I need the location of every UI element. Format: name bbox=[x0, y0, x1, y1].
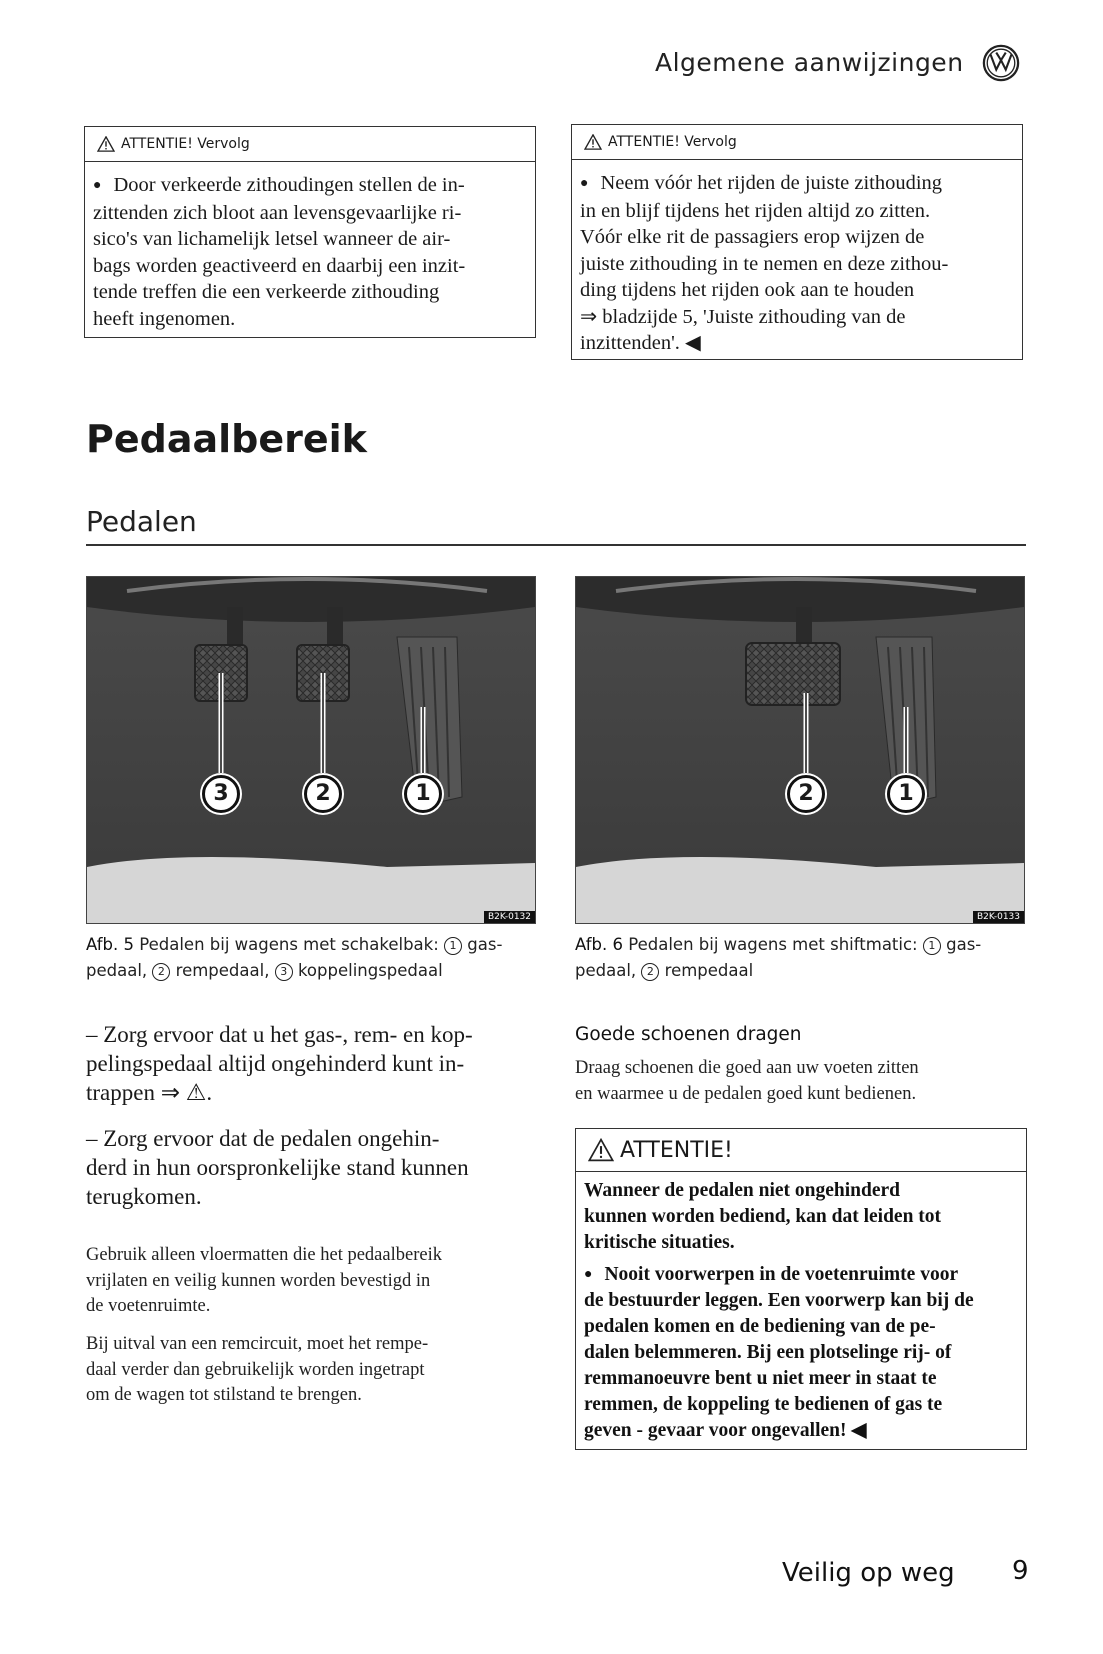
text-line: Draag schoenen die goed aan uw voeten zitten bbox=[575, 1058, 919, 1078]
circled-number: 1 bbox=[923, 937, 941, 955]
text-line: – Zorg ervoor dat u het gas-, rem- en kop- bbox=[86, 1022, 473, 1047]
pedals-photo-shiftmatic bbox=[575, 576, 1025, 924]
text-line: kritische situaties. bbox=[584, 1232, 735, 1253]
warning-body bbox=[85, 162, 535, 340]
warning-box-continued-left bbox=[84, 126, 536, 338]
bullet-icon: ● bbox=[580, 176, 589, 191]
text-line: juiste zithouding in te nemen en deze zithou- bbox=[580, 252, 949, 275]
text-line: tende treffen die een verkeerde zithouding bbox=[93, 281, 440, 303]
subsection-title: Pedalen bbox=[86, 505, 197, 538]
text-line: de voetenruimte. bbox=[86, 1296, 211, 1316]
note-paragraph bbox=[86, 1243, 536, 1320]
text-line: om de wagen tot stilstand te brengen. bbox=[86, 1385, 362, 1405]
callout-number: 2 bbox=[304, 775, 342, 813]
instruction-step bbox=[86, 1020, 536, 1107]
caption-label: Afb. 5 bbox=[86, 935, 134, 954]
warning-triangle-icon bbox=[584, 134, 602, 150]
bullet-icon: ● bbox=[584, 1267, 593, 1282]
section-title: Pedaalbereik bbox=[86, 417, 367, 461]
warning-heading-text: ATTENTIE! Vervolg bbox=[608, 134, 737, 150]
footer-section-title: Veilig op weg bbox=[782, 1558, 955, 1588]
figure-caption bbox=[86, 932, 536, 984]
warning-triangle-icon bbox=[97, 136, 115, 152]
text-line: pelingspedaal altijd ongehinderd kunt in- bbox=[86, 1051, 465, 1076]
text-line: zittenden zich bloot aan levensgevaarlijke ri- bbox=[93, 201, 462, 224]
caption-text: Pedalen bij wagens met schakelbak: bbox=[139, 935, 439, 954]
text-line: – Zorg ervoor dat de pedalen ongehin- bbox=[86, 1126, 440, 1151]
text-line: Bij uitval van een remcircuit, moet het rempe- bbox=[86, 1334, 429, 1354]
figure-code: B2K-0132 bbox=[484, 911, 535, 923]
page-number: 9 bbox=[1012, 1556, 1029, 1586]
figure-code: B2K-0133 bbox=[973, 911, 1024, 923]
circled-number: 3 bbox=[275, 963, 293, 981]
text-line: remmen, de koppeling te bedienen of gas te bbox=[584, 1394, 943, 1415]
page-header-title: Algemene aanwijzingen bbox=[655, 48, 964, 77]
circled-number: 2 bbox=[641, 963, 659, 981]
warning-heading-text: ATTENTIE! Vervolg bbox=[121, 136, 250, 152]
warning-body bbox=[576, 1172, 1026, 1444]
text-line: Vóór elke rit de passagiers erop wijzen de bbox=[580, 226, 925, 248]
text-line: geven - gevaar voor ongevallen! ◀ bbox=[584, 1420, 867, 1441]
caption-text: rempedaal, bbox=[175, 961, 270, 980]
text-line: ding tijdens het rijden ook aan te houden bbox=[580, 279, 915, 301]
text-line: vrijlaten en veilig kunnen worden bevestigd in bbox=[86, 1270, 431, 1291]
instruction-step bbox=[86, 1124, 536, 1211]
text-line: Nooit voorwerpen in de voetenruimte voor bbox=[604, 1264, 959, 1285]
warning-box-continued-right bbox=[571, 124, 1023, 360]
shoes-heading: Goede schoenen dragen bbox=[575, 1024, 802, 1045]
shoes-paragraph bbox=[575, 1056, 1025, 1107]
warning-triangle-icon bbox=[588, 1138, 614, 1162]
text-line: bags worden geactiveerd en daarbij een inzit- bbox=[93, 254, 466, 277]
callout-number: 1 bbox=[404, 775, 442, 813]
text-line: Neem vóór het rijden de juiste zithouding bbox=[600, 172, 943, 194]
note-paragraph bbox=[86, 1332, 536, 1409]
text-line: pedalen komen en de bediening van de pe- bbox=[584, 1316, 936, 1337]
bullet-icon: ● bbox=[93, 178, 102, 193]
text-line: dalen belemmeren. Bij een plotselinge rij- of bbox=[584, 1342, 952, 1363]
text-line: Gebruik alleen vloermatten die het pedaalbereik bbox=[86, 1245, 442, 1265]
text-line: terugkomen. bbox=[86, 1184, 202, 1209]
text-line: derd in hun oorspronkelijke stand kunnen bbox=[86, 1155, 469, 1180]
text-line: heeft ingenomen. bbox=[93, 307, 236, 330]
warning-heading bbox=[85, 127, 535, 162]
text-line: in en blijf tijdens het rijden altijd zo zitten. bbox=[580, 199, 931, 222]
figure-caption bbox=[575, 932, 1025, 984]
text-line: inzittenden'. ◀ bbox=[580, 332, 701, 354]
caption-text: koppelingspedaal bbox=[297, 961, 443, 980]
callout-number: 2 bbox=[787, 775, 825, 813]
text-line: kunnen worden bediend, kan dat leiden tot bbox=[584, 1206, 942, 1227]
circled-number: 1 bbox=[444, 937, 462, 955]
caption-label: Afb. 6 bbox=[575, 935, 623, 954]
callout-number: 3 bbox=[202, 775, 240, 813]
warning-heading bbox=[576, 1129, 1026, 1172]
text-line: en waarmee u de pedalen goed kunt bedienen. bbox=[575, 1083, 917, 1104]
warning-heading bbox=[572, 125, 1022, 160]
caption-text: pedaal, bbox=[575, 961, 637, 980]
text-line: remmanoeuvre bent u niet meer in staat te bbox=[584, 1368, 937, 1389]
pedals-photo-manual bbox=[86, 576, 536, 924]
warning-box-main bbox=[575, 1128, 1027, 1450]
caption-text: gas- bbox=[467, 935, 503, 954]
warning-body bbox=[572, 160, 1022, 365]
text-line: de bestuurder leggen. Een voorwerp kan bij de bbox=[584, 1290, 974, 1311]
warning-heading-text: ATTENTIE! bbox=[620, 1137, 733, 1163]
vw-logo-icon bbox=[982, 44, 1020, 82]
caption-text: gas- bbox=[946, 935, 982, 954]
text-line: sico's van lichamelijk letsel wanneer de air- bbox=[93, 228, 451, 250]
text-line: daal verder dan gebruikelijk worden ingetrapt bbox=[86, 1359, 425, 1380]
caption-text: Pedalen bij wagens met shiftmatic: bbox=[628, 935, 918, 954]
section-divider bbox=[86, 544, 1026, 546]
callout-number: 1 bbox=[887, 775, 925, 813]
caption-text: pedaal, bbox=[86, 961, 148, 980]
text-line: Wanneer de pedalen niet ongehinderd bbox=[584, 1180, 901, 1201]
text-line: Door verkeerde zithoudingen stellen de in- bbox=[113, 174, 465, 196]
text-line: trappen ⇒ ⚠. bbox=[86, 1080, 213, 1105]
circled-number: 2 bbox=[152, 963, 170, 981]
caption-text: rempedaal bbox=[664, 961, 754, 980]
text-line: ⇒ bladzijde 5, 'Juiste zithouding van de bbox=[580, 305, 906, 328]
